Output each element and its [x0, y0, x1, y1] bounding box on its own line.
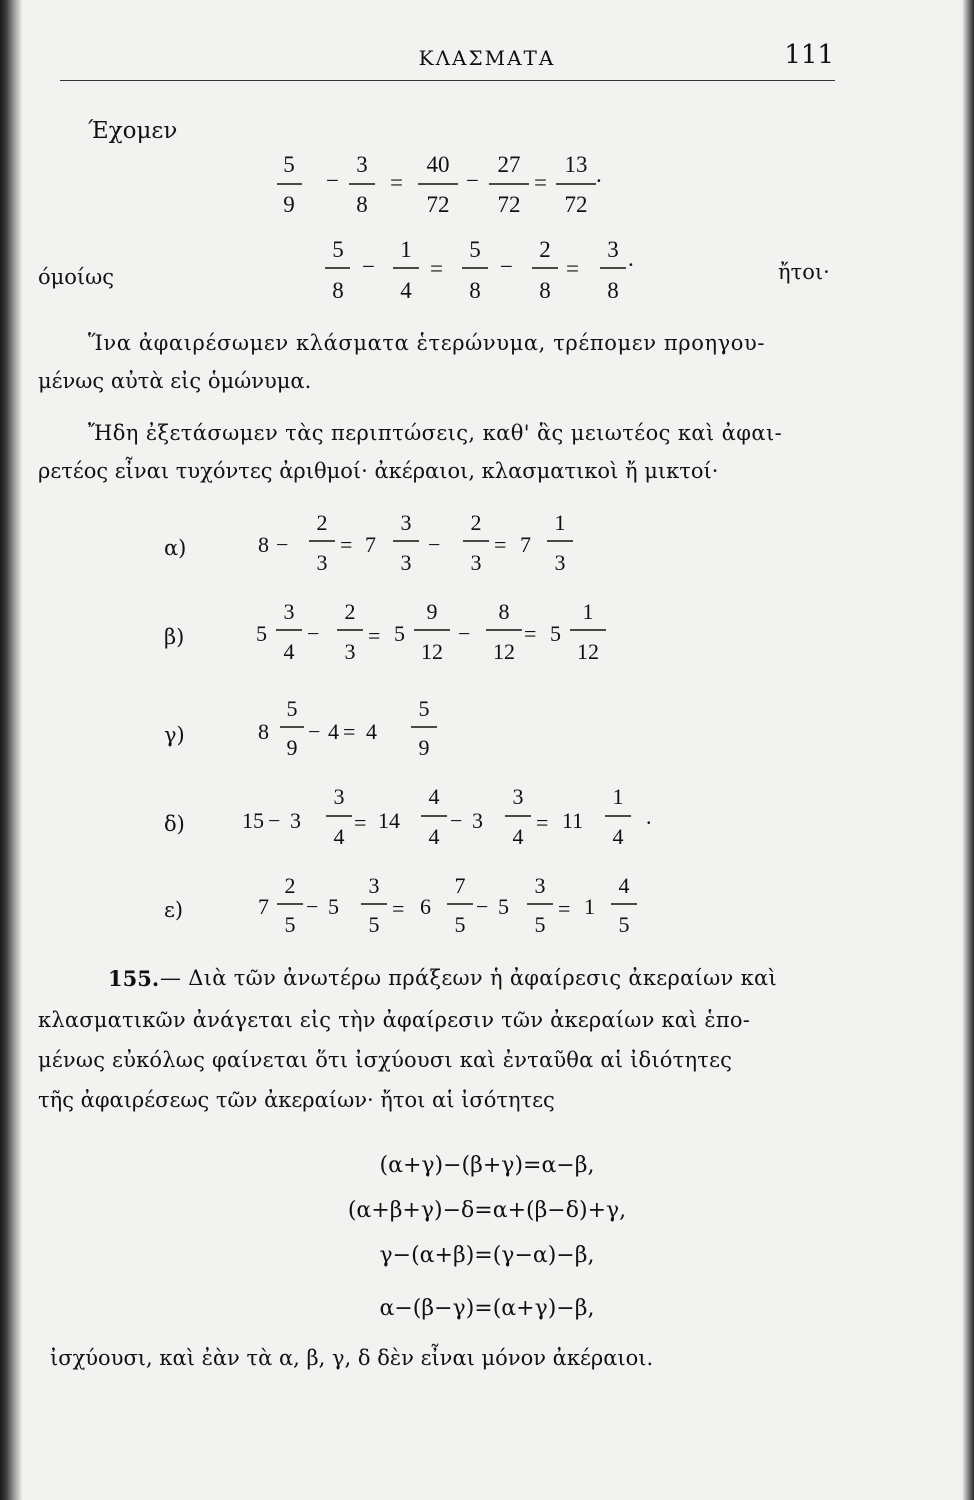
- svg-text:11: 11: [562, 808, 584, 833]
- svg-text:=: =: [340, 532, 353, 557]
- identity-3: γ−(α+β)=(γ−α)−β,: [379, 1243, 595, 1268]
- svg-text:9: 9: [283, 192, 295, 217]
- svg-text:2: 2: [284, 873, 296, 898]
- homoios-label: όμοίως: [38, 265, 115, 289]
- svg-text:5: 5: [498, 894, 509, 919]
- svg-text:3: 3: [470, 550, 482, 575]
- para1-line1: Ἵνα ἀφαιρέσωμεν κλάσματα ἑτερώνυμα, τρέπομεν προηγου-: [88, 331, 766, 355]
- svg-text:12: 12: [577, 639, 599, 664]
- svg-text:3: 3: [356, 152, 368, 177]
- svg-text:3: 3: [554, 550, 566, 575]
- echomen-label: Έχομεν: [88, 118, 178, 144]
- svg-text:14: 14: [378, 808, 400, 833]
- svg-text:5: 5: [454, 912, 466, 937]
- svg-text:3: 3: [333, 784, 345, 809]
- identity-4: α−(β−γ)=(α+γ)−β,: [379, 1296, 595, 1321]
- svg-text:27: 27: [497, 152, 521, 177]
- svg-text:3: 3: [512, 784, 524, 809]
- svg-text:=: =: [494, 532, 507, 557]
- svg-text:−: −: [458, 621, 471, 646]
- case-a-label: α): [164, 536, 187, 560]
- svg-text:−: −: [450, 808, 463, 833]
- svg-text:=: =: [558, 896, 571, 921]
- svg-text:−: −: [500, 254, 513, 279]
- svg-text:7: 7: [365, 532, 376, 557]
- svg-text:=: =: [536, 810, 549, 835]
- para3-line3: μένως εὐκόλως φαίνεται ὅτι ἰσχύουσι καὶ ἐνταῦθα αἱ ἰδιότητες: [38, 1048, 733, 1072]
- svg-text:=: =: [354, 810, 367, 835]
- svg-text:15: 15: [242, 808, 264, 833]
- svg-text:3: 3: [534, 873, 546, 898]
- page-left-edge: [0, 0, 22, 1500]
- svg-text:9: 9: [286, 735, 298, 760]
- svg-text:5: 5: [394, 621, 405, 646]
- identity-2: (α+β+γ)−δ=α+(β−δ)+γ,: [347, 1198, 627, 1223]
- svg-text:4: 4: [428, 824, 440, 849]
- case-c-label: γ): [164, 723, 185, 747]
- svg-text:1: 1: [400, 237, 412, 262]
- svg-text:3: 3: [400, 510, 412, 535]
- svg-text:8: 8: [607, 278, 619, 303]
- para2-line2: ρετέος εἶναι τυχόντες ἀριθμοί· ἀκέραιοι, κλασματικοὶ ἤ μικτοί·: [38, 459, 719, 483]
- para3-line2: κλασματικῶν ἀνάγεται εἰς τὴν ἀφαίρεσιν τῶν ἀκεραίων καὶ ἑπο-: [38, 1008, 751, 1032]
- svg-text:−: −: [428, 532, 441, 557]
- svg-text:2: 2: [539, 237, 551, 262]
- svg-text:13: 13: [564, 152, 588, 177]
- svg-text:5: 5: [418, 696, 430, 721]
- svg-text:=: =: [343, 719, 356, 744]
- svg-text:−: −: [476, 894, 489, 919]
- svg-text:=: =: [390, 170, 403, 195]
- svg-text:3: 3: [290, 808, 301, 833]
- page-number: 111: [784, 40, 834, 70]
- svg-text:40: 40: [426, 152, 450, 177]
- svg-text:3: 3: [400, 550, 412, 575]
- svg-text:12: 12: [493, 639, 515, 664]
- para1-line2: μένως αὐτὰ εἰς ὁμώνυμα.: [38, 369, 312, 393]
- svg-text:8: 8: [258, 719, 269, 744]
- closing-line: ἰσχύουσι, καὶ ἐὰν τὰ α, β, γ, δ δὲν εἶναι μόνον ἀκέραιοι.: [50, 1346, 654, 1370]
- svg-text:2: 2: [316, 510, 328, 535]
- svg-text:8: 8: [498, 599, 510, 624]
- svg-text:72: 72: [497, 192, 521, 217]
- identity-1: (α+γ)−(β+γ)=α−β,: [379, 1153, 595, 1178]
- svg-text:1: 1: [584, 894, 595, 919]
- svg-text:3: 3: [368, 873, 380, 898]
- svg-text:4: 4: [283, 639, 295, 664]
- svg-text:−: −: [308, 719, 321, 744]
- para3-line4: τῆς ἀφαιρέσεως τῶν ἀκεραίων· ἤτοι αἱ ἰσότητες: [38, 1088, 555, 1112]
- svg-text:=: =: [368, 623, 381, 648]
- svg-text:8: 8: [539, 278, 551, 303]
- svg-text:−: −: [306, 894, 319, 919]
- svg-text:4: 4: [612, 824, 624, 849]
- svg-text:2: 2: [470, 510, 482, 535]
- svg-text:7: 7: [258, 894, 269, 919]
- svg-text:−: −: [362, 254, 375, 279]
- svg-text:=: =: [524, 621, 537, 646]
- case-e-label: ε): [164, 898, 184, 922]
- svg-text:4: 4: [400, 278, 412, 303]
- header-rule: [60, 80, 835, 81]
- svg-text:5: 5: [328, 894, 339, 919]
- svg-text:−: −: [307, 621, 320, 646]
- svg-text:5: 5: [618, 912, 630, 937]
- svg-text:6: 6: [420, 894, 431, 919]
- svg-text:5: 5: [550, 621, 561, 646]
- svg-text:.: .: [628, 246, 634, 271]
- svg-text:1: 1: [612, 784, 624, 809]
- svg-text:3: 3: [607, 237, 619, 262]
- svg-text:=: =: [430, 256, 443, 281]
- svg-text:5: 5: [286, 696, 298, 721]
- svg-text:=: =: [534, 170, 547, 195]
- svg-text:−: −: [268, 808, 281, 833]
- svg-text:2: 2: [344, 599, 356, 624]
- svg-text:.: .: [596, 162, 602, 187]
- svg-text:1: 1: [582, 599, 594, 624]
- svg-text:5: 5: [283, 152, 295, 177]
- section-number: 155.: [108, 966, 160, 991]
- page-right-edge: [962, 0, 974, 1500]
- itoi-label: ἤτοι·: [778, 260, 830, 284]
- svg-text:4: 4: [512, 824, 524, 849]
- para3-line1: — Διὰ τῶν ἀνωτέρω πράξεων ἡ ἀφαίρεσις ἀκεραίων καὶ: [160, 966, 778, 990]
- svg-text:5: 5: [534, 912, 546, 937]
- svg-text:5: 5: [469, 237, 481, 262]
- svg-text:4: 4: [366, 719, 377, 744]
- svg-text:3: 3: [316, 550, 328, 575]
- svg-text:5: 5: [284, 912, 296, 937]
- svg-text:−: −: [466, 168, 479, 193]
- svg-text:7: 7: [454, 873, 466, 898]
- svg-text:3: 3: [472, 808, 483, 833]
- svg-text:4: 4: [328, 719, 339, 744]
- svg-text:1: 1: [554, 510, 566, 535]
- case-b-label: β): [164, 625, 185, 649]
- running-header-title: ΚΛΑΣΜΑΤΑ: [418, 46, 556, 70]
- svg-text:8: 8: [356, 192, 368, 217]
- svg-text:5: 5: [332, 237, 344, 262]
- svg-text:−: −: [276, 532, 289, 557]
- svg-text:4: 4: [333, 824, 345, 849]
- svg-text:4: 4: [618, 873, 630, 898]
- svg-text:3: 3: [283, 599, 295, 624]
- svg-text:72: 72: [564, 192, 588, 217]
- svg-text:12: 12: [421, 639, 443, 664]
- svg-text:=: =: [566, 256, 579, 281]
- svg-text:4: 4: [428, 784, 440, 809]
- svg-text:8: 8: [332, 278, 344, 303]
- svg-text:9: 9: [418, 735, 430, 760]
- svg-text:3: 3: [344, 639, 356, 664]
- case-d-label: δ): [164, 812, 185, 836]
- para2-line1: Ἤδη ἐξετάσωμεν τὰς περιπτώσεις, καθ' ἃς μειωτέος καὶ ἀφαι-: [88, 421, 783, 445]
- svg-text:.: .: [646, 804, 652, 829]
- svg-text:7: 7: [520, 532, 531, 557]
- svg-text:8: 8: [258, 532, 269, 557]
- svg-text:8: 8: [469, 278, 481, 303]
- svg-text:−: −: [326, 168, 339, 193]
- svg-text:72: 72: [426, 192, 450, 217]
- svg-text:5: 5: [256, 621, 267, 646]
- svg-text:5: 5: [368, 912, 380, 937]
- svg-text:9: 9: [426, 599, 438, 624]
- svg-text:=: =: [392, 896, 405, 921]
